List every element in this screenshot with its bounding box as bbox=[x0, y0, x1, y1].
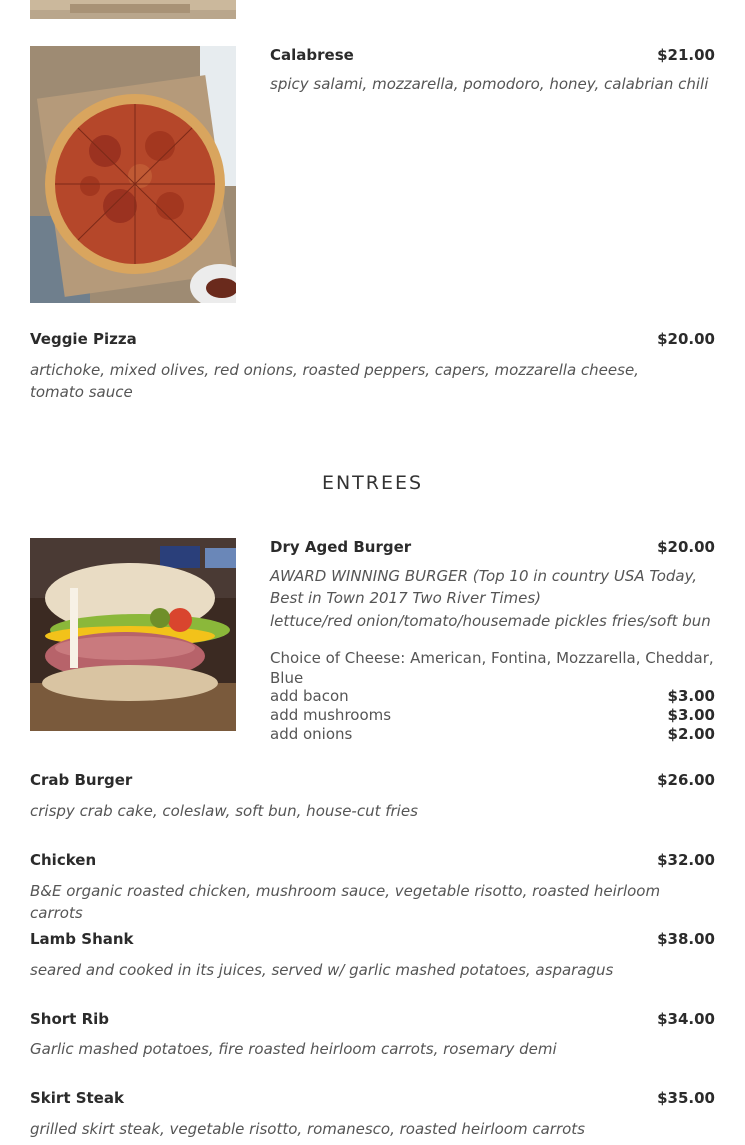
dry-aged-burger-cheese-choice: Choice of Cheese: American, Fontina, Mozzarella, Cheddar, Blue bbox=[270, 649, 714, 687]
calabrese-pizza-photo bbox=[30, 46, 236, 303]
entree-description-crab-burger: crispy crab cake, coleslaw, soft bun, house-cut fries bbox=[30, 802, 418, 820]
entree-description-lamb-shank: seared and cooked in its juices, served w/ garlic mashed potatoes, asparagus bbox=[30, 961, 614, 979]
entree-description-chicken: B&E organic roasted chicken, mushroom sauce, vegetable risotto, roasted heirloom carrots bbox=[30, 882, 661, 922]
calabrese-description: spicy salami, mozzarella, pomodoro, honey, calabrian chili bbox=[270, 75, 709, 93]
previous-item-photo bbox=[30, 0, 236, 19]
calabrese-name: Calabrese bbox=[270, 46, 354, 64]
addon-bacon bbox=[270, 687, 715, 706]
dry-aged-burger-toppings: lettuce/red onion/tomato/housemade pickles fries/soft bun bbox=[270, 612, 711, 630]
entree-name-skirt-steak: Skirt Steak bbox=[30, 1089, 124, 1107]
entree-name-short-rib: Short Rib bbox=[30, 1010, 110, 1028]
addon-mushrooms bbox=[270, 706, 715, 725]
addon-mushrooms-price: $3.00 bbox=[667, 706, 715, 724]
entree-price-short-rib: $34.00 bbox=[657, 1010, 715, 1028]
addon-bacon-label: add bacon bbox=[270, 687, 349, 705]
calabrese-price: $21.00 bbox=[657, 46, 715, 64]
entree-price-skirt-steak: $35.00 bbox=[657, 1089, 715, 1107]
entree-price-crab-burger: $26.00 bbox=[657, 771, 715, 789]
entree-name-lamb-shank: Lamb Shank bbox=[30, 930, 134, 948]
entree-description-skirt-steak: grilled skirt steak, vegetable risotto, romanesco, roasted heirloom carrots bbox=[30, 1120, 585, 1138]
veggie-pizza-description: artichoke, mixed olives, red onions, roasted peppers, capers, mozzarella cheese, tomato sauce bbox=[30, 361, 639, 401]
entree-name-chicken: Chicken bbox=[30, 851, 97, 869]
entrees-section-title: ENTREES bbox=[321, 472, 424, 494]
dry-aged-burger-photo bbox=[30, 538, 236, 731]
veggie-pizza-price: $20.00 bbox=[657, 330, 715, 348]
entree-price-chicken: $32.00 bbox=[657, 851, 715, 869]
addon-mushrooms-label: add mushrooms bbox=[270, 706, 392, 724]
dry-aged-burger-award: AWARD WINNING BURGER (Top 10 in country USA Today, Best in Town 2017 Two River Times) bbox=[270, 567, 698, 607]
addon-bacon-price: $3.00 bbox=[667, 687, 715, 705]
addon-onions bbox=[270, 725, 715, 744]
entree-description-short-rib: Garlic mashed potatoes, fire roasted heirloom carrots, rosemary demi bbox=[30, 1040, 557, 1058]
dry-aged-burger-price: $20.00 bbox=[657, 538, 715, 556]
addon-onions-label: add onions bbox=[270, 725, 353, 743]
entree-name-crab-burger: Crab Burger bbox=[30, 771, 133, 789]
dry-aged-burger-name: Dry Aged Burger bbox=[270, 538, 412, 556]
entree-price-lamb-shank: $38.00 bbox=[657, 930, 715, 948]
veggie-pizza-name: Veggie Pizza bbox=[30, 330, 137, 348]
addon-onions-price: $2.00 bbox=[667, 725, 715, 743]
